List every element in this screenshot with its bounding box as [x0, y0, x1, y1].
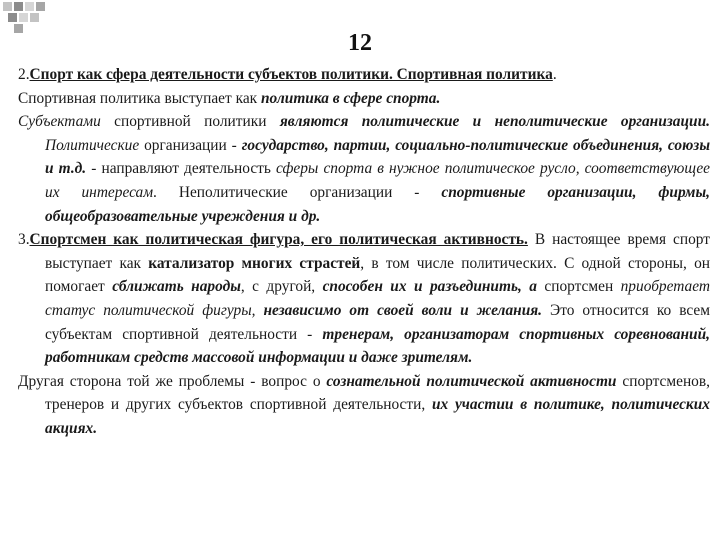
- emphasis-text: способен их и разъединить, а: [322, 278, 537, 296]
- activity-paragraph: [18, 370, 710, 441]
- emphasis-text: Политические: [45, 136, 140, 154]
- text-run: Это относится ко всем субъектам спортивной деятельности -: [45, 301, 710, 343]
- decor-square-3: [25, 2, 34, 11]
- emphasis-text: государство, партии, социально-политические объединения, союзы и т.д.: [45, 136, 710, 178]
- emphasis-text: катализатор многих страстей: [148, 254, 361, 272]
- emphasis-text: Субъектами: [18, 113, 101, 131]
- text-run: Другая сторона той же проблемы - вопрос о: [18, 372, 327, 390]
- emphasis-text: сознательной политической активности: [326, 372, 617, 390]
- decor-square-2: [14, 2, 23, 11]
- section-2-heading: [18, 63, 710, 87]
- text-run: , с другой,: [240, 278, 323, 296]
- emphasis-text: спортивные организации, фирмы, общеобразовательные учреждения и др.: [45, 183, 710, 225]
- text-run: спортивной политики: [100, 113, 280, 131]
- text-run: , в том числе политических. С одной стороны, он помогает: [45, 254, 711, 296]
- athlete-paragraph: [18, 228, 710, 370]
- decor-square-1: [3, 2, 12, 11]
- text-run: . Неполитические организации -: [153, 183, 442, 201]
- emphasis-text: тренерам, организаторам спортивных соревнований, работникам средств массовой информации и даже зрителям.: [45, 325, 710, 367]
- text-run: - направляют деятельность: [86, 160, 277, 178]
- decor-square-8: [14, 24, 23, 33]
- emphasis-text: сближать народы: [112, 278, 241, 296]
- decor-square-4: [36, 2, 45, 11]
- decor-square-5: [8, 13, 17, 22]
- text-run: спортсменов, тренеров и других субъектов спортивной деятельности,: [45, 372, 710, 414]
- text-run: спортсмен: [536, 278, 621, 296]
- section-heading-text: Спортсмен как политическая фигура, его политическая активность.: [29, 231, 528, 249]
- decor-square-7: [30, 13, 39, 22]
- heading-period: .: [552, 66, 557, 83]
- text-run: Спортивная политика выступает как: [18, 89, 261, 107]
- corner-decoration: [0, 0, 60, 40]
- emphasis-text: являются политические и неполитические организации.: [279, 113, 710, 131]
- text-run: организации -: [139, 136, 242, 154]
- emphasis-text: их участии в политике, политических акциях.: [45, 396, 710, 437]
- section-number: 3.: [18, 231, 30, 249]
- text-run: В настоящее время спорт выступает как: [45, 231, 710, 272]
- emphasis-text: политика в сфере спорта.: [260, 89, 441, 107]
- slide-number: 12: [348, 30, 372, 56]
- emphasis-text: сферы спорта в нужное политическое русло, соответствующее их интересам: [45, 160, 710, 201]
- section-heading-text: Спорт как сфера деятельности субъектов политики. Спортивная политика: [29, 66, 553, 83]
- policy-definition: [18, 87, 710, 111]
- section-number: 2.: [18, 66, 30, 83]
- emphasis-text: приобретает статус политической фигуры,: [45, 278, 710, 319]
- subjects-paragraph: [18, 110, 710, 228]
- decor-square-6: [19, 13, 28, 22]
- emphasis-text: независимо от своей воли и желания.: [255, 301, 543, 319]
- slide-body: [18, 63, 710, 441]
